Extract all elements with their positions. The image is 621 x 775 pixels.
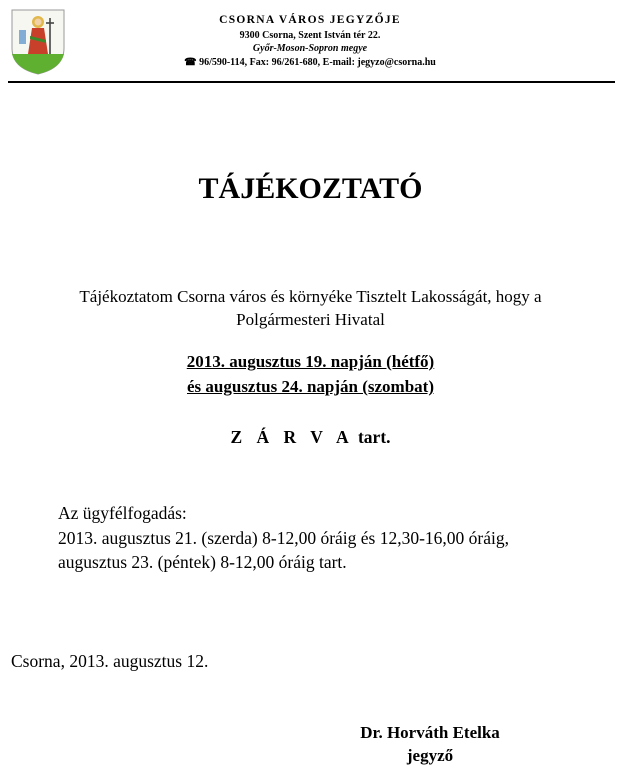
letterhead-divider — [8, 81, 615, 83]
page-title: TÁJÉKOZTATÓ — [198, 172, 423, 205]
closed-word: Z Á R V A — [230, 427, 354, 447]
org-address: 9300 Csorna, Szent István tér 22. — [239, 30, 381, 41]
closed-rest: tart. — [357, 427, 391, 447]
service-hours-2: augusztus 23. (péntek) 8-12,00 óráig tart. — [58, 552, 347, 572]
closed-date-2-text: és augusztus 24. napján (szombat) — [187, 377, 434, 396]
org-contact-line — [130, 57, 490, 68]
closed-statement — [0, 427, 621, 448]
org-county: Győr-Moson-Sopron megye — [252, 43, 368, 54]
telephone-icon: ☎ — [184, 57, 197, 68]
closed-date-1-text: 2013. augusztus 19. napján (hétfő) — [186, 352, 435, 371]
signer-title: jegyző — [406, 746, 454, 765]
closed-date-2 — [0, 377, 621, 397]
intro-line-2: Polgármesteri Hivatal — [236, 310, 385, 329]
service-hours-1: 2013. augusztus 21. (szerda) 8-12,00 óráig és 12,30-16,00 óráig, — [58, 528, 510, 548]
service-heading: Az ügyfélfogadás: — [58, 503, 187, 523]
place-and-date: Csorna, 2013. augusztus 12. — [11, 651, 209, 671]
closed-date-1 — [0, 352, 621, 372]
city-coat-of-arms-icon — [10, 8, 66, 76]
org-contact: 96/590-114, Fax: 96/261-680, E-mail: jegyzo@csorna.hu — [199, 57, 436, 68]
signer-name: Dr. Horváth Etelka — [360, 723, 500, 742]
org-name: CSORNA VÁROS JEGYZŐJE — [219, 14, 401, 26]
intro-line-1: Tájékoztatom Csorna város és környéke Tisztelt Lakosságát, hogy a — [79, 287, 542, 306]
